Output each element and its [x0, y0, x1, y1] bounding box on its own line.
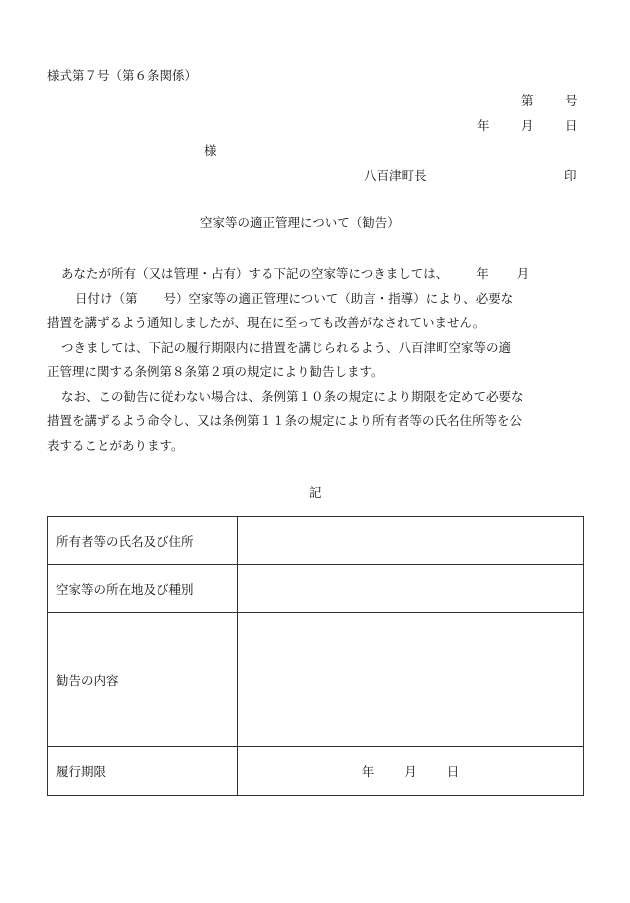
deadline-year: 年 — [361, 764, 375, 779]
row-value-content[interactable] — [238, 613, 584, 747]
p1-line1-text: あなたが所有（又は管理・占有）する下記の空家等につきましては、 — [61, 266, 449, 281]
p1-month: 月 — [516, 266, 530, 281]
record-table — [47, 516, 584, 796]
doc-number-prefix: 第 — [521, 93, 534, 108]
row-label-deadline: 履行期限 — [48, 747, 238, 796]
row-value-deadline[interactable] — [238, 747, 584, 796]
record-heading: 記 — [309, 485, 322, 500]
doc-number-suffix: 号 — [565, 93, 578, 108]
p3-line3: 表することがあります。 — [47, 437, 184, 453]
deadline-day: 日 — [446, 764, 460, 779]
table-row — [48, 747, 584, 796]
p1-line1 — [47, 262, 587, 287]
p1-year: 年 — [476, 266, 489, 281]
p1-line2 — [47, 287, 587, 312]
row-value-owner[interactable] — [238, 517, 584, 565]
addressee-suffix: 様 — [204, 143, 217, 158]
p2-line2: 正管理に関する条例第８条第２項の規定により勧告します。 — [47, 364, 384, 379]
table-row — [48, 565, 584, 613]
seal-mark: 印 — [564, 168, 577, 183]
table-row — [48, 517, 584, 565]
row-label-content: 勧告の内容 — [48, 613, 238, 747]
row-label-location: 空家等の所在地及び種別 — [48, 565, 238, 613]
sender-name: 八百津町長 — [364, 168, 427, 183]
deadline-month: 月 — [404, 764, 417, 779]
date-month: 月 — [521, 118, 534, 133]
document-title: 空家等の適正管理について（勧告） — [200, 215, 400, 230]
p3-line1: なお、この勧告に従わない場合は、条例第１０条の規定により期限を定めて必要な — [61, 388, 524, 404]
row-label-owner: 所有者等の氏名及び住所 — [48, 517, 238, 565]
form-number: 様式第７号（第６条関係） — [47, 68, 198, 83]
p1-line2-b: 号）空家等の適正管理について（助言・指導）により、必要な — [163, 290, 514, 306]
p3-line2: 措置を講ずるよう命令し、又は条例第１１条の規定により所有者等の氏名住所等を公 — [47, 413, 523, 428]
date-day: 日 — [565, 118, 578, 133]
p1-line2-a: 日付け（第 — [75, 290, 138, 306]
date-year: 年 — [477, 118, 490, 133]
table-row — [48, 613, 584, 747]
row-value-location[interactable] — [238, 565, 584, 613]
p2-line1: つきましては、下記の履行期限内に措置を講じられるよう、八百津町空家等の適 — [61, 339, 512, 355]
body-paragraphs — [47, 262, 587, 458]
p1-line3: 措置を講ずるよう通知しましたが、現在に至っても改善がなされていません。 — [47, 315, 486, 330]
